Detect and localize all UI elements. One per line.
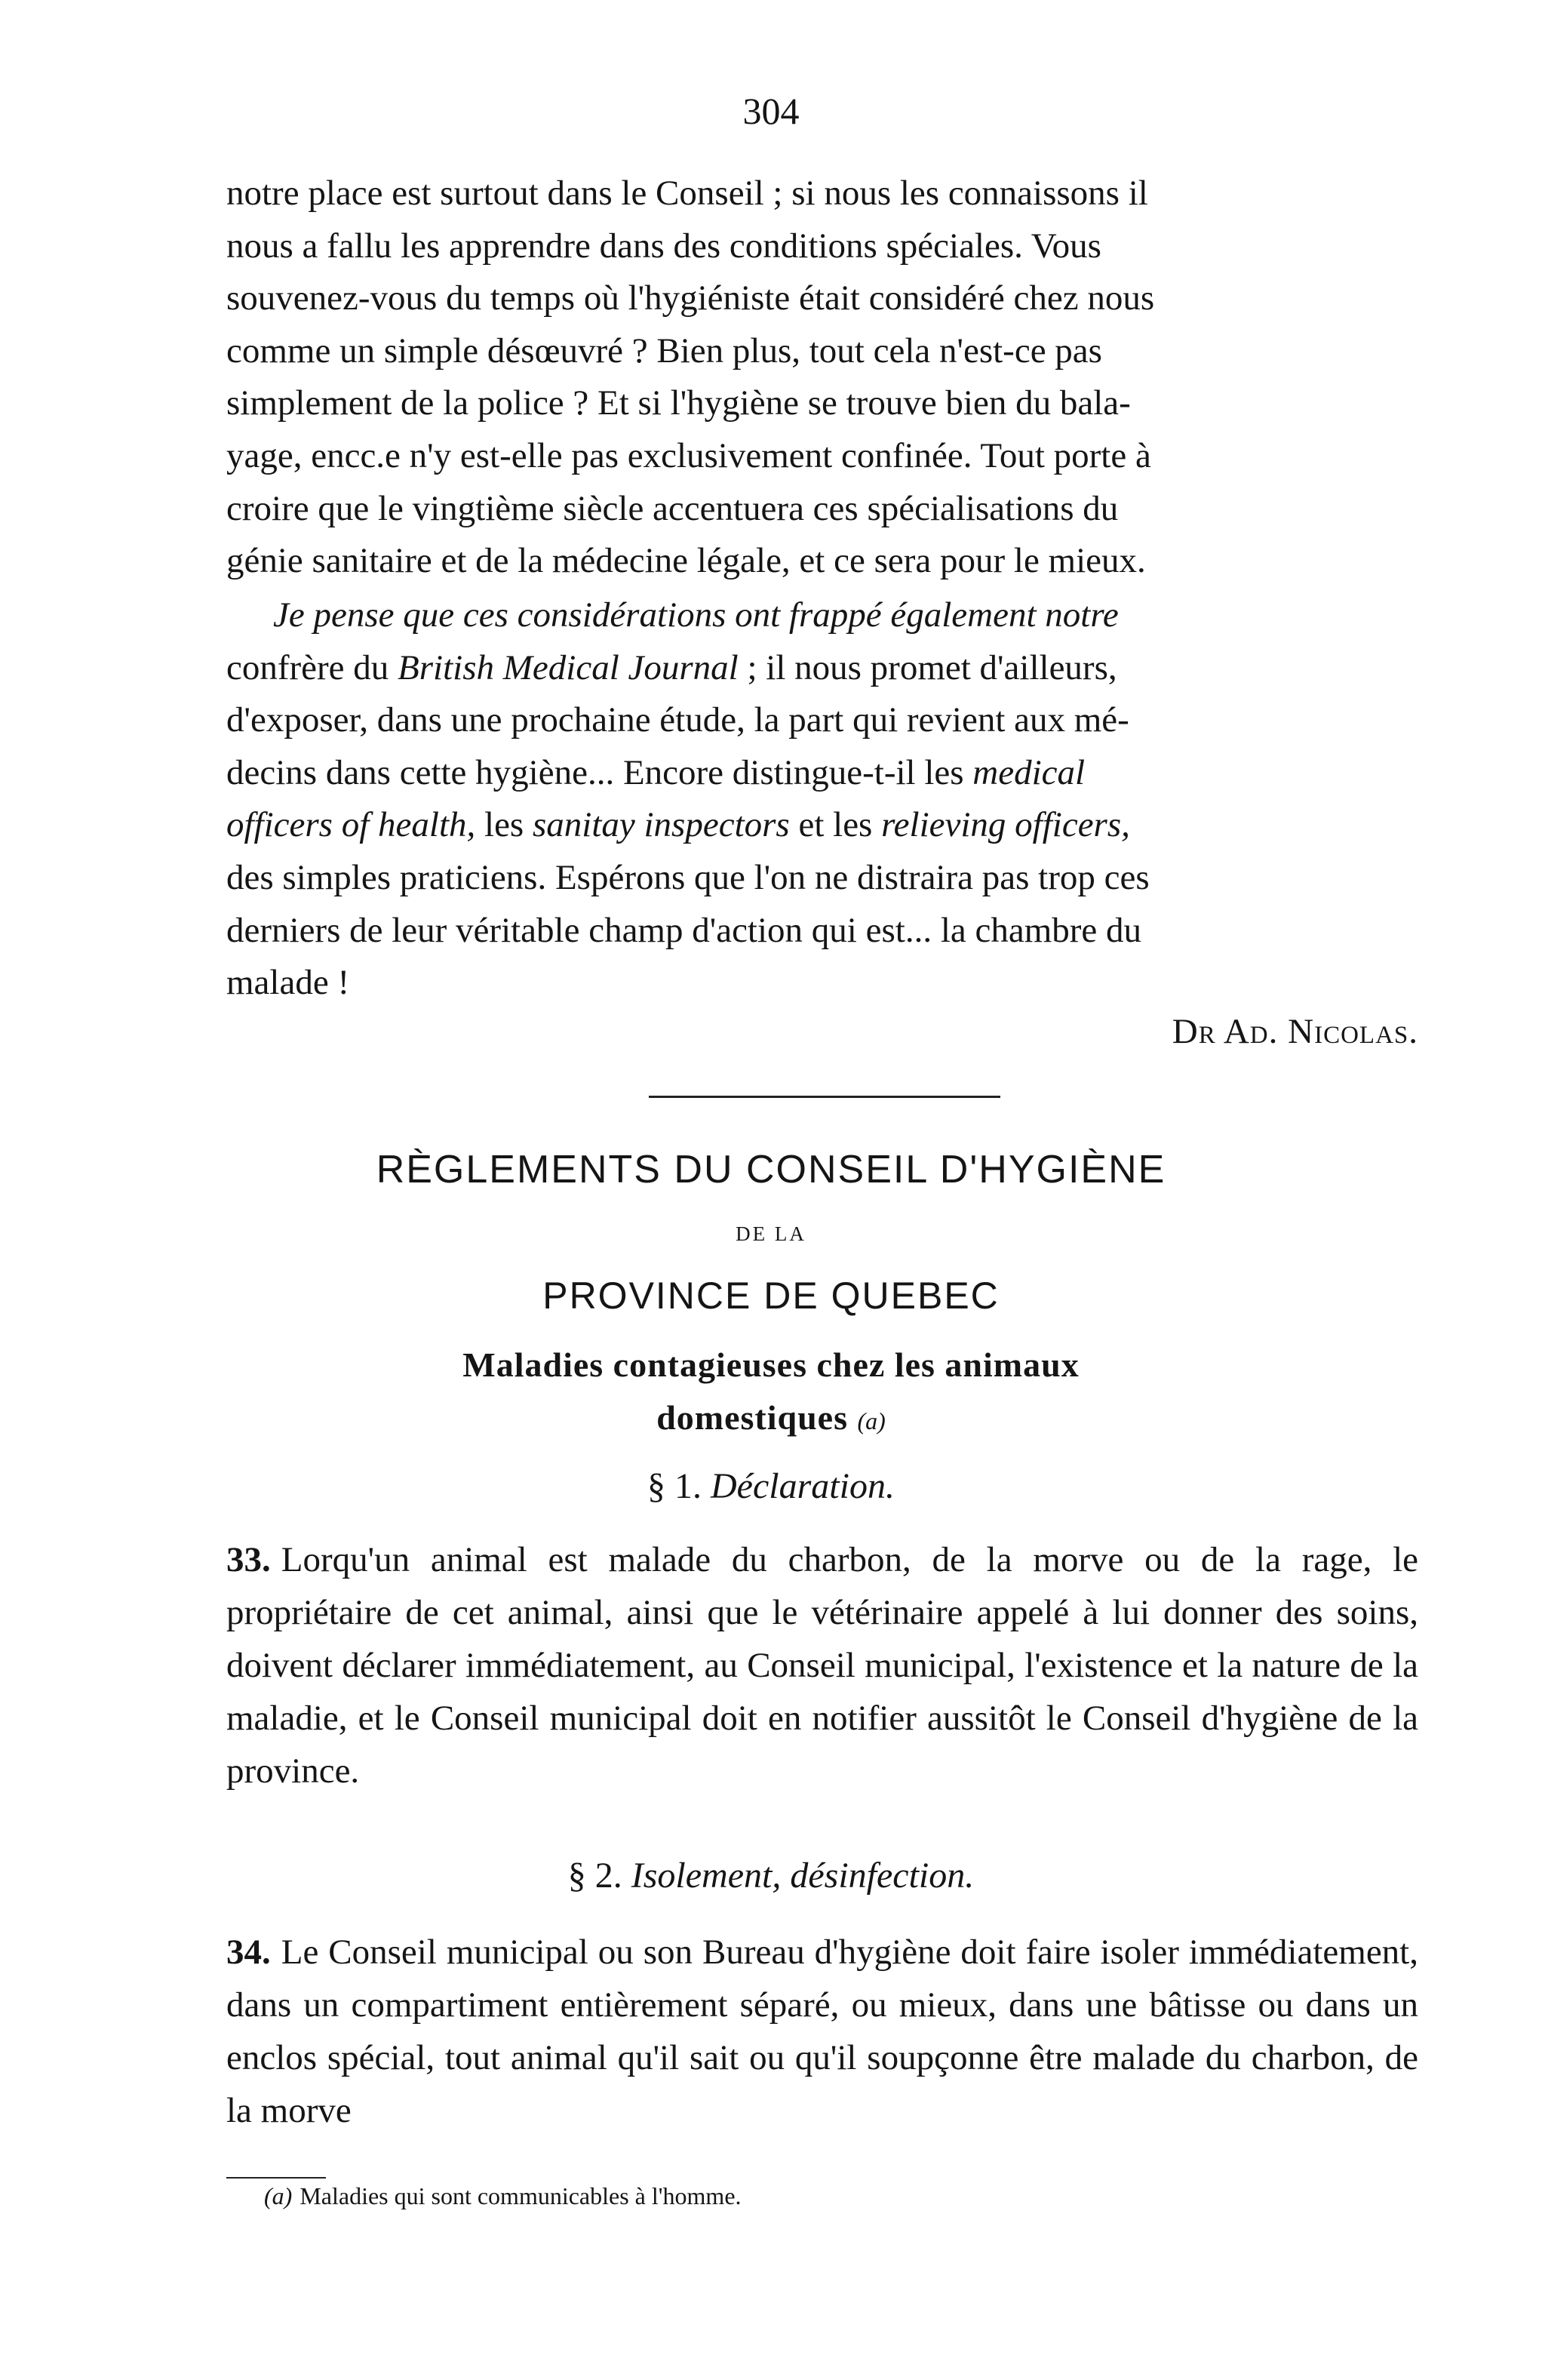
section-divider — [649, 1096, 1000, 1098]
article-number: 33. — [226, 1540, 271, 1579]
footnote — [264, 2182, 742, 2210]
subheading-text: domestiques — [656, 1398, 848, 1437]
text-span: Je pense que ces considérations ont frappé également notre — [273, 595, 1119, 635]
english-term: officers of health, — [226, 805, 476, 845]
text-span: ; il nous promet d'ailleurs, — [738, 647, 1117, 687]
article-text: Lorqu'un animal est malade du charbon, de la morve ou de la rage, le propriétaire de cet animal, ainsi que le vétérinaire appelé à lui donner des soins, doivent déclarer immédiatement, au Conseil municipal, l'existence et la nature de la maladie, et le Conseil municipal doit en notifier aussitôt le Conseil d'hygiène de la province. — [226, 1540, 1418, 1791]
article-text: Le Conseil municipal ou son Bureau d'hygiène doit faire isoler immédiatement, dans un compartiment entièrement séparé, ou mieux, dans une bâtisse ou dans un enclos spécial, tout animal qu'il sait ou qu'il soupçonne être malade du charbon, de la morve — [226, 1933, 1418, 2130]
page-number: 304 — [742, 90, 800, 132]
text-line: notre place est surtout dans le Conseil ; si nous les connaissons il — [226, 174, 1148, 213]
section-symbol: § 1. — [647, 1466, 702, 1506]
english-term: medical — [972, 752, 1086, 792]
text-span: confrère du — [226, 647, 398, 687]
section-heading-1 — [0, 1465, 1542, 1507]
text-line — [226, 747, 1418, 800]
text-line: malade ! — [226, 963, 350, 1003]
text-line — [226, 589, 1418, 642]
english-term: relieving officers, — [881, 805, 1130, 845]
text-line: croire que le vingtième siècle accentuera ces spécialisations du — [226, 488, 1119, 528]
footnote-text: Maladies qui sont communicables à l'homme. — [299, 2182, 742, 2209]
text-line — [226, 799, 1418, 852]
english-term: sanitay inspectors — [532, 805, 790, 845]
text-line: des simples praticiens. Espérons que l'on ne distraira pas trop ces — [226, 857, 1150, 897]
section-title: Isolement, désinfection. — [631, 1856, 975, 1896]
text-line: derniers de leur véritable champ d'action qui est... la chambre du — [226, 910, 1142, 950]
title-connector: DE LA — [736, 1222, 806, 1245]
text-line: yage, encc.e n'y est-elle pas exclusivement confinée. Tout porte à — [226, 435, 1151, 475]
title-province: PROVINCE DE QUEBEC — [542, 1275, 1000, 1317]
section-symbol: § 2. — [567, 1856, 622, 1896]
closing-paragraph — [226, 168, 1418, 588]
text-span: les — [475, 805, 533, 845]
text-line: comme un simple désœuvré ? Bien plus, tout cela n'est-ce pas — [226, 331, 1102, 371]
text-line — [226, 642, 1418, 695]
title-heading: RÈGLEMENTS DU CONSEIL D'HYGIÈNE — [376, 1148, 1166, 1192]
text-line: souvenez-vous du temps où l'hygiéniste était considéré chez nous — [226, 278, 1155, 318]
section-heading-2 — [0, 1855, 1542, 1896]
final-paragraph — [226, 589, 1418, 1010]
text-line: génie sanitaire et de la médecine légale, et ce sera pour le mieux. — [226, 541, 1146, 581]
text-span: et les — [789, 805, 882, 845]
article-number: 34. — [226, 1933, 271, 1972]
author-signature: Dr Ad. Nicolas. — [1172, 1012, 1418, 1051]
text-line: simplement de la police ? Et si l'hygiène se trouve bien du bala- — [226, 383, 1131, 423]
footnote-label: (a) — [264, 2182, 293, 2209]
journal-title: British Medical Journal — [398, 647, 739, 687]
footnote-divider — [226, 2177, 326, 2179]
text-span: decins dans cette hygiène... Encore distingue-t-il les — [226, 752, 973, 792]
text-line: nous a fallu les apprendre dans des conditions spéciales. Vous — [226, 226, 1101, 266]
article-33 — [226, 1533, 1418, 1797]
text-line: d'exposer, dans une prochaine étude, la part qui revient aux mé- — [226, 700, 1129, 740]
footnote-reference: (a) — [857, 1407, 886, 1434]
section-title: Déclaration. — [711, 1466, 895, 1506]
subheading-line-1: Maladies contagieuses chez les animaux — [462, 1345, 1080, 1384]
subheading-line-2 — [0, 1398, 1542, 1438]
article-34 — [226, 1926, 1418, 2137]
